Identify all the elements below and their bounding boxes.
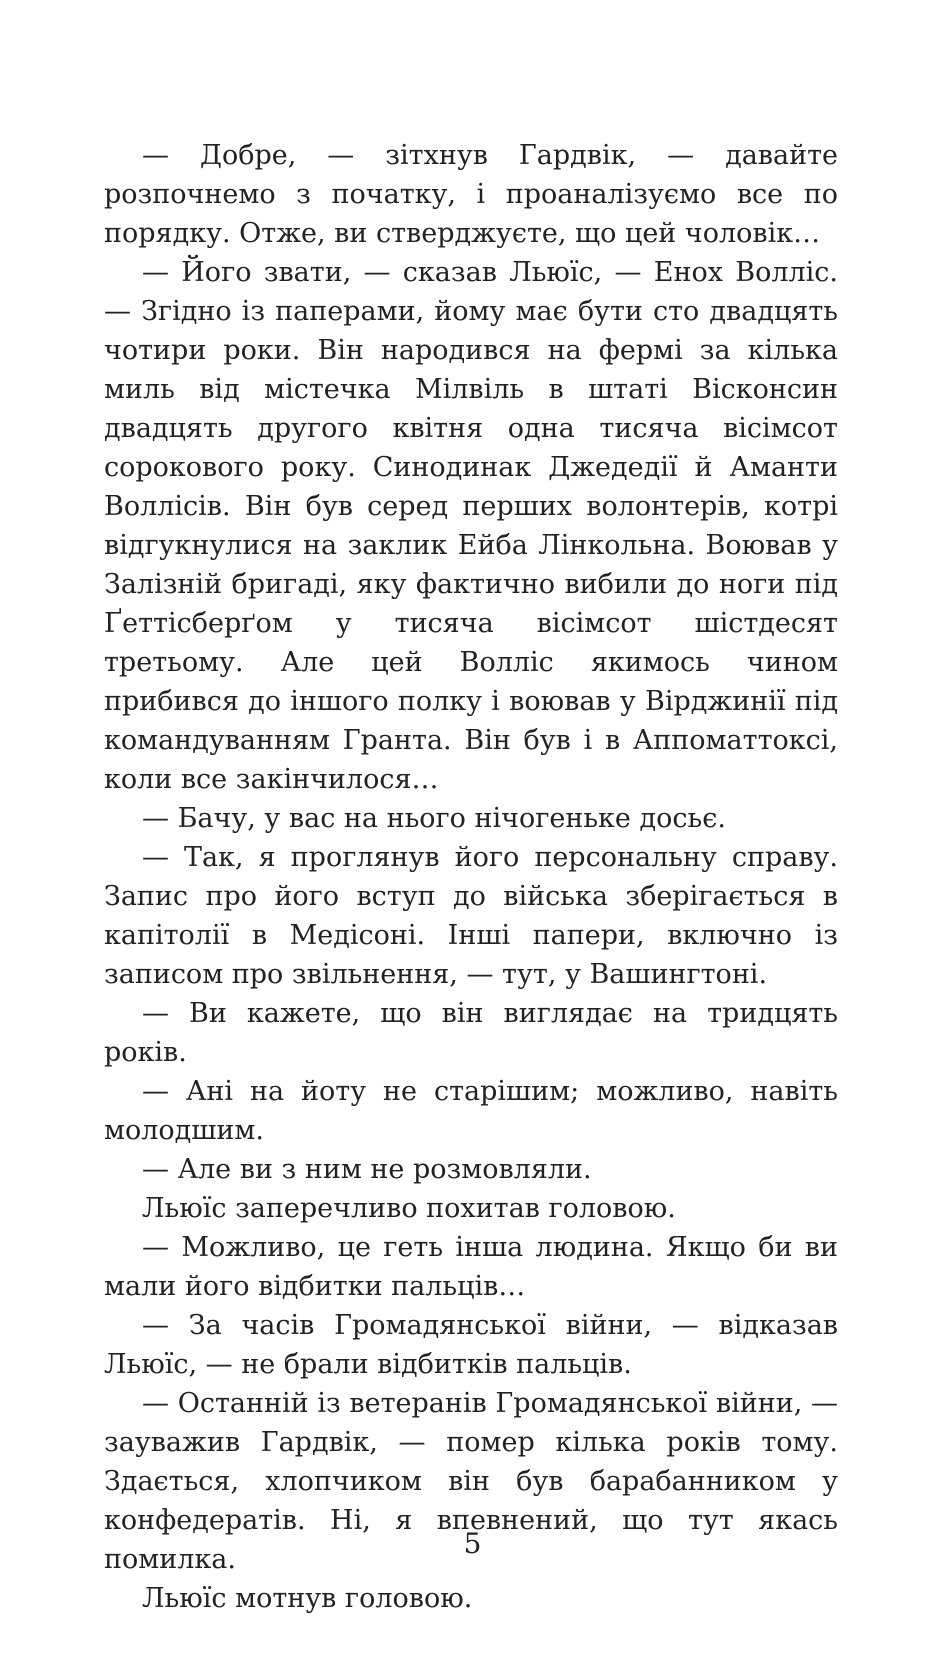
paragraph: — Але ви з ним не розмовляли. — [142, 1154, 592, 1185]
paragraph: — Так, я проглянув його персональну справу. Запис про його вступ до війська зберігається в капітолії в Медісоні. Інші папери, включно із записом про звільнення, — тут, у Вашингтоні. — [104, 842, 838, 990]
paragraph: Льюїс мотнув головою. — [142, 1583, 473, 1614]
body-text — [104, 136, 838, 1618]
paragraph: — За часів Громадянської війни, — відказав Льюїс, — не брали відбитків пальців. — [104, 1310, 838, 1380]
paragraph: — Ви кажете, що він виглядає на тридцять років. — [104, 998, 838, 1068]
page-number: 5 — [463, 1527, 482, 1560]
paragraph: — Можливо, це геть інша людина. Якщо би ви мали його відбитки пальців… — [104, 1232, 838, 1302]
paragraph: — Бачу, у вас на нього нічогеньке досьє. — [142, 803, 726, 834]
paragraph: Льюїс заперечливо похитав головою. — [142, 1193, 676, 1224]
paragraph: — Добре, — зітхнув Гардвік, — давайте розпочнемо з початку, і проаналізуємо все по порядку. Отже, ви стверджуєте, що цей чоловік… — [104, 140, 838, 249]
paragraph: — Ані на йоту не старішим; можливо, навіть молодшим. — [104, 1076, 838, 1146]
paragraph: — Його звати, — сказав Льюїс, — Енох Волліс. — Згідно із паперами, йому має бути сто двадцять чотири роки. Він народився на фермі за кілька миль від містечка Мілвіль в штаті Вісконсин двадцять другого квітня одна тисяча вісімсот сорокового року. Синодинак Джедедії й Аманти Воллісів. Він був серед перших волонтерів, котрі відгукнулися на заклик Ейба Лінкольна. Воював у Залізній бригаді, яку фактично вибили до ноги під Ґеттісберґом у тисяча вісімсот шістдесят третьому. Але цей Волліс якимось чином прибився до іншого полку і воював у Вірджинії під командуванням Гранта. Він був і в Аппоматтоксі, коли все закінчилося… — [104, 257, 838, 795]
paragraph: — Останній із ветеранів Громадянської війни, — зауважив Гардвік, — помер кілька років тому. Здається, хлопчиком він був барабанником у конфедератів. Ні, я впевнений, що тут якась помилка. — [104, 1388, 838, 1575]
